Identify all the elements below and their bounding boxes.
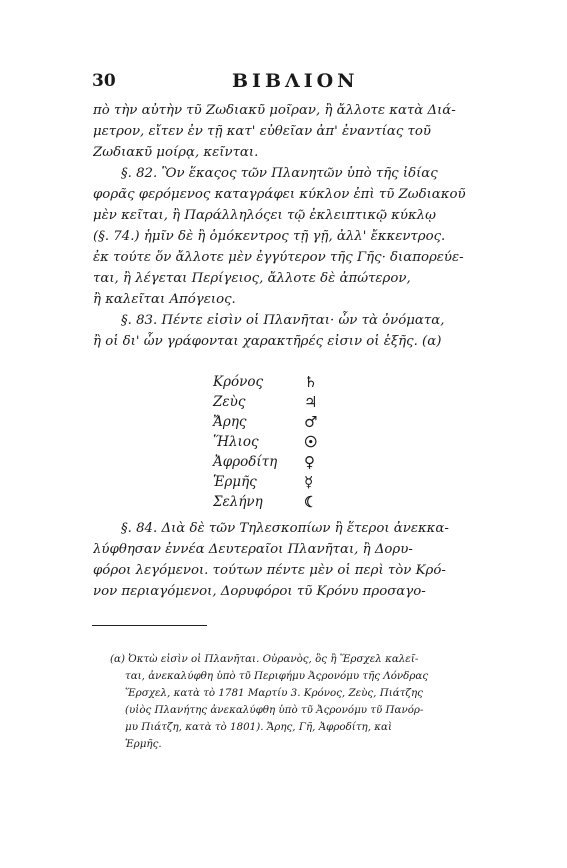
moon-symbol-icon: ☾ (304, 493, 318, 511)
footnote-line: (υἱὸς Πλανήτης ἀνεκαλύφθη ὑπὸ τῦ Ἀςρονόμυ τῦ Πανόρ- (125, 704, 424, 716)
text-line: Ζωδιακῦ μοίρᾳ, κεῖνται. (93, 145, 259, 160)
text-line: (§. 74.) ἡμῖν δὲ ἢ ὁμόκεντρος τῇ γῇ, ἀλλ' ἔκκεντρος. (93, 229, 446, 244)
planet-name: Ἄρης (213, 414, 247, 430)
footnote-line: μυ Πιάτζη, κατὰ τὸ 1801). Ἄρης, Γῆ, Ἀφροδίτη, καὶ (125, 721, 392, 733)
planet-row-aphrodite (213, 452, 373, 472)
footnote-line: ται, ἀνεκαλύφθη ὑπὸ τῦ Περιφήμυ Ἀςρονόμυ τῆς Λόνδρας (125, 670, 429, 682)
planet-name: Ἀφροδίτη (213, 454, 278, 470)
page-number: 30 (92, 71, 116, 91)
text-line: λύφθησαν ἐννέα Δευτεραῖοι Πλανῆται, ἢ Δορυ- (93, 542, 413, 557)
section-82-start: §. 82. Ὃν ἕκαςος τῶν Πλανητῶν ὑπὸ τῆς ἰδίας (121, 166, 438, 181)
footnote-line: (α) Ὀκτὼ εἰσὶν οἱ Πλανῆται. Οὐρανὸς, ὃς ἢ Ἕρσχελ καλεῖ- (110, 653, 419, 665)
text-line: νον περιαγόμενοι, Δορυφόροι τῦ Κρόνυ προσαγο- (93, 584, 426, 599)
text-line: ἐκ τούτε ὅν ἄλλοτε μὲν ἐγγύτερον τῆς Γῆς· διαπορεύε- (93, 250, 464, 265)
mercury-symbol-icon: ☿ (304, 473, 314, 491)
section-83-start: §. 83. Πέντε εἰσὶν οἱ Πλανῆται· ὧν τὰ ὀνόματα, (121, 313, 445, 328)
main-text (93, 100, 493, 352)
text-line: μετρον, εἴτεν ἐν τῇ κατ' εὐθεῖαν ἀπ' ἐναντίας τοῦ (93, 124, 431, 139)
text-line: ἢ καλεῖται Απόγειος. (93, 292, 236, 307)
planet-row-ares (213, 412, 373, 432)
planet-list (213, 372, 373, 512)
main-text-continued (93, 518, 493, 602)
text-line: φόροι λεγόμενοι. τούτων πέντε μὲν οἱ περὶ τὸν Κρό- (93, 563, 446, 578)
planet-name: Σελήνη (213, 494, 263, 510)
footnote-rule (92, 625, 207, 626)
section-84-start: §. 84. Διὰ δὲ τῶν Τηλεσκοπίων ἢ ἕτεροι ἀνεκκα- (121, 521, 449, 536)
planet-name: Ἥλιος (213, 434, 259, 450)
running-title: ΒΙΒΛΙΟΝ (232, 70, 359, 92)
planet-name: Ζεὺς (213, 394, 246, 410)
text-line: φορᾶς φερόμενος καταγράφει κύκλον ἐπὶ τῦ Ζωδιακοῦ (93, 187, 466, 202)
text-line: ἢ οἱ δι' ὧν γράφονται χαρακτῆρές εἰσιν οἱ ἑξῆς. (α) (93, 334, 442, 349)
text-line: πὸ τὴν αὐτὴν τῦ Ζωδιακῦ μοῖραν, ἢ ἄλλοτε κατὰ Διά- (93, 103, 456, 118)
jupiter-symbol-icon: ♃ (304, 393, 318, 411)
planet-name: Ἑρμῆς (213, 474, 257, 490)
planet-row-selene (213, 492, 373, 512)
planet-row-helios (213, 432, 373, 452)
footnote-line: Ἕρσχελ, κατὰ τὸ 1781 Μαρτίυ 3. Κρόνος, Ζεὺς, Πιάτζης (125, 687, 423, 699)
text-line: ται, ἢ λέγεται Περίγειος, ἄλλοτε δὲ ἀπώτερον, (93, 271, 411, 286)
planet-row-zeus (213, 392, 373, 412)
sun-symbol-icon: ☉ (304, 433, 318, 451)
planet-row-kronos (213, 372, 373, 392)
venus-symbol-icon: ♀ (304, 453, 315, 471)
footnote (110, 651, 490, 753)
saturn-symbol-icon: ♄ (304, 373, 318, 391)
text-line: μὲν κεῖται, ἢ Παράλληλόςει τῷ ἐκλειπτικῷ κύκλῳ (93, 208, 436, 223)
footnote-line: Ἑρμῆς. (125, 738, 162, 750)
mars-symbol-icon: ♂ (304, 413, 318, 431)
planet-row-hermes (213, 472, 373, 492)
planet-name: Κρόνος (213, 374, 264, 390)
